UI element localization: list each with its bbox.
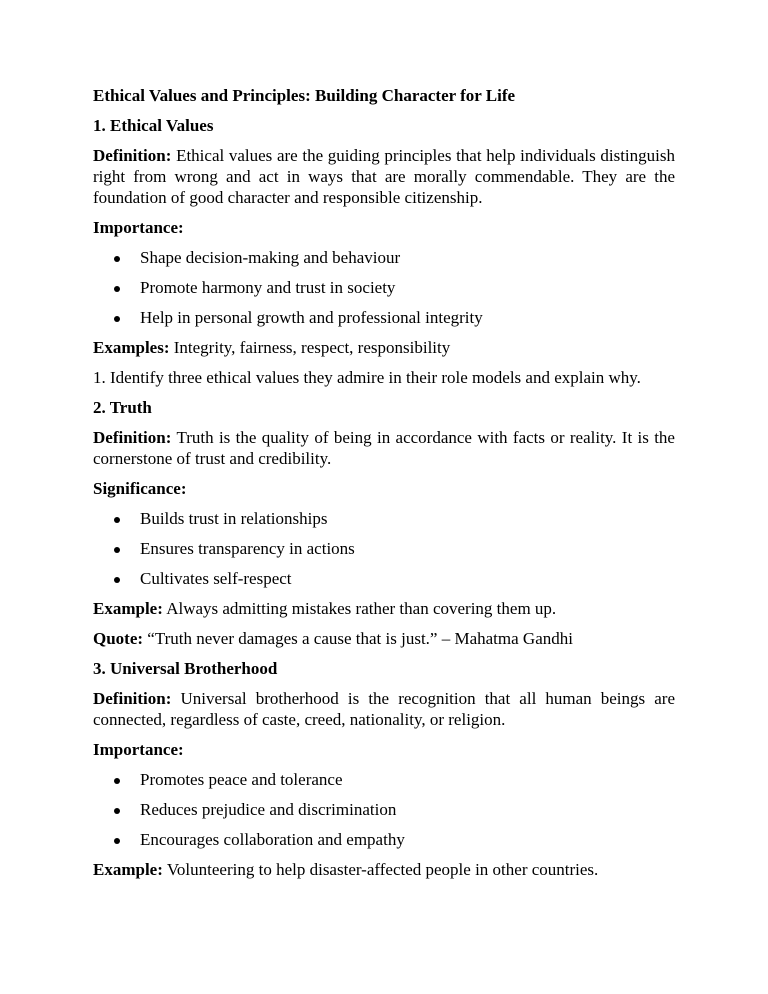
importance-list [93, 247, 675, 328]
bullet-icon [114, 256, 120, 262]
list-item [93, 307, 675, 328]
example-text: Always admitting mistakes rather than covering them up. [166, 599, 557, 618]
definition-label: Definition: [93, 146, 172, 165]
significance-label: Significance: [93, 479, 187, 498]
bullet-icon [114, 286, 120, 292]
list-item [93, 538, 675, 559]
importance-label: Importance: [93, 740, 184, 759]
quote-label: Quote: [93, 629, 144, 648]
example-paragraph [93, 598, 675, 619]
examples-text: Integrity, fairness, respect, responsibility [173, 338, 451, 357]
example-label: Example: [93, 860, 163, 879]
bullet-icon [114, 808, 120, 814]
activity-paragraph: 1. Identify three ethical values they admire in their role models and explain why. [93, 368, 641, 387]
document-title: Ethical Values and Principles: Building Character for Life [93, 86, 516, 105]
bullet-icon [114, 517, 120, 523]
definition-label: Definition: [93, 428, 172, 447]
examples-paragraph [93, 337, 675, 358]
bullet-icon [114, 838, 120, 844]
definition-paragraph [93, 427, 675, 469]
list-item-text: Builds trust in relationships [140, 509, 328, 528]
list-item-text: Cultivates self-respect [140, 569, 292, 588]
list-item-text: Shape decision-making and behaviour [140, 248, 401, 267]
list-item-text: Ensures transparency in actions [140, 539, 355, 558]
importance-label: Importance: [93, 218, 184, 237]
bullet-icon [114, 547, 120, 553]
list-item [93, 247, 675, 268]
list-item [93, 508, 675, 529]
list-item [93, 769, 675, 790]
definition-text: Truth is the quality of being in accordance with facts or reality. It is the cornerstone of trust and credibility. [93, 428, 675, 468]
list-item-text: Help in personal growth and professional integrity [140, 308, 483, 327]
list-item [93, 799, 675, 820]
significance-list [93, 508, 675, 589]
definition-label: Definition: [93, 689, 172, 708]
quote-text: “Truth never damages a cause that is just.” – Mahatma Gandhi [147, 629, 573, 648]
document-content [93, 85, 675, 889]
definition-paragraph [93, 145, 675, 208]
example-label: Example: [93, 599, 163, 618]
definition-text: Universal brotherhood is the recognition that all human beings are connected, regardless of caste, creed, nationality, or religion. [93, 689, 675, 729]
examples-label: Examples: [93, 338, 170, 357]
example-paragraph [93, 859, 675, 880]
example-text: Volunteering to help disaster-affected people in other countries. [166, 860, 599, 879]
list-item [93, 277, 675, 298]
list-item [93, 829, 675, 850]
list-item-text: Promote harmony and trust in society [140, 278, 396, 297]
bullet-icon [114, 778, 120, 784]
list-item-text: Reduces prejudice and discrimination [140, 800, 397, 819]
list-item [93, 568, 675, 589]
quote-paragraph [93, 628, 675, 649]
bullet-icon [114, 316, 120, 322]
section-heading-universal-brotherhood: 3. Universal Brotherhood [93, 659, 278, 678]
importance-list [93, 769, 675, 850]
section-heading-ethical-values: 1. Ethical Values [93, 116, 214, 135]
definition-text: Ethical values are the guiding principles that help individuals distinguish right from wrong and act in ways that are morally commendable. They are the foundation of good character and responsible citizenship. [93, 146, 675, 207]
list-item-text: Encourages collaboration and empathy [140, 830, 405, 849]
section-heading-truth: 2. Truth [93, 398, 152, 417]
list-item-text: Promotes peace and tolerance [140, 770, 343, 789]
definition-paragraph [93, 688, 675, 730]
bullet-icon [114, 577, 120, 583]
